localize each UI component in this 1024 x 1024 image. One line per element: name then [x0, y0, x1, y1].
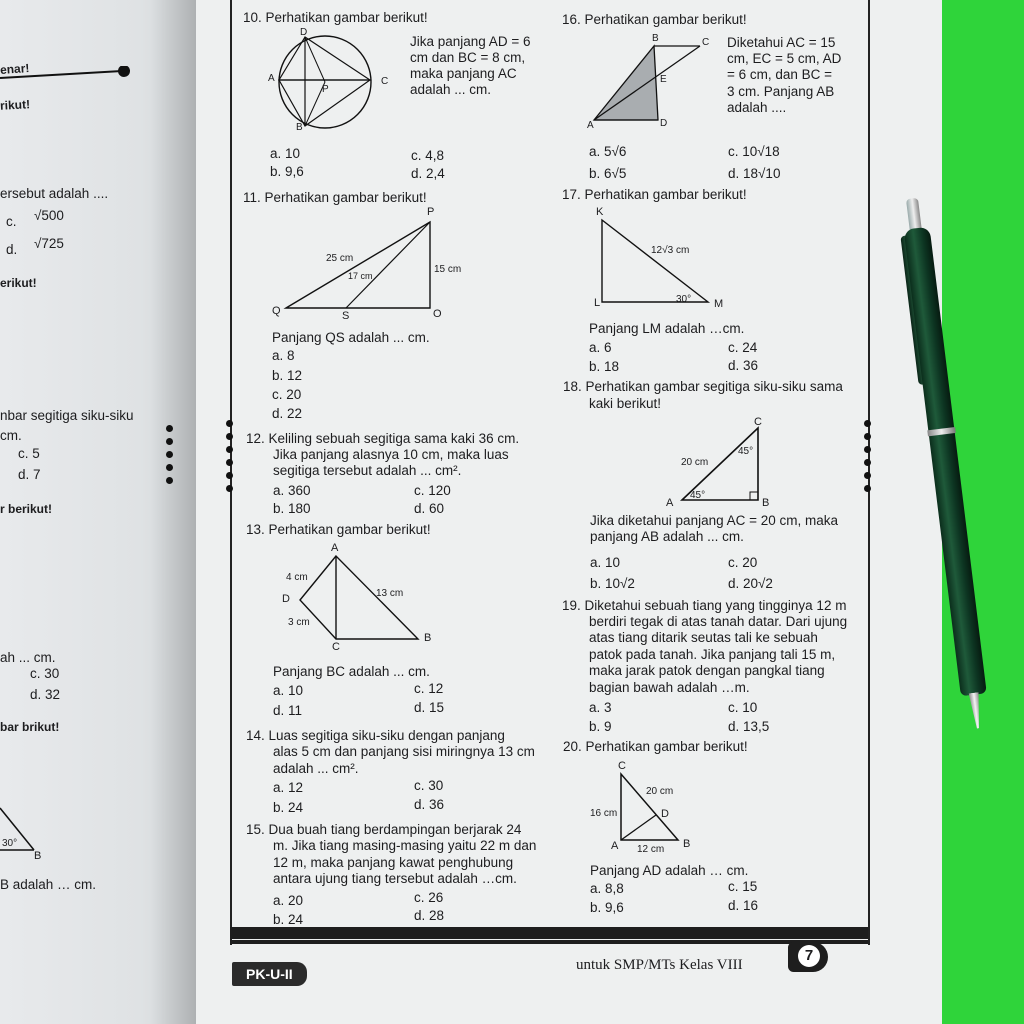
- left-text: bar brikut!: [0, 720, 60, 734]
- q15-option-a[interactable]: a. 20: [273, 893, 304, 908]
- margin-dots: [226, 420, 234, 498]
- q10-label: B: [296, 122, 303, 133]
- q17-label: 30°: [676, 294, 692, 305]
- q19-text: patok pada tanah. Jika panjang tali 15 m,: [589, 647, 836, 662]
- q18-text: 18. Perhatikan gambar segitiga siku-siku sama: [563, 379, 843, 394]
- q20-label: D: [661, 808, 669, 820]
- q16-option-a[interactable]: a. 5√6: [589, 144, 627, 159]
- q10-circle-figure: [268, 30, 398, 138]
- left-text: nbar segitiga siku-siku: [0, 408, 134, 423]
- page-number: 7: [798, 945, 820, 967]
- left-text: erikut!: [0, 276, 37, 290]
- q14-option-a[interactable]: a. 12: [273, 780, 304, 795]
- q11-option-c[interactable]: c. 20: [272, 387, 302, 402]
- q13-triangle-figure: [290, 550, 430, 650]
- q17-option-d[interactable]: d. 36: [728, 358, 759, 373]
- q12-text: Jika panjang alasnya 10 cm, maka luas: [273, 447, 509, 462]
- q15-text: antara ujung tiang tersebut adalah …cm.: [273, 871, 517, 886]
- q13-option-d[interactable]: d. 15: [414, 700, 445, 715]
- left-text: √725: [34, 236, 64, 251]
- left-text: cm.: [0, 428, 22, 443]
- q16-label: B: [652, 33, 659, 44]
- left-text: d. 32: [30, 687, 61, 702]
- q10-label: D: [300, 27, 308, 38]
- q11-option-d[interactable]: d. 22: [272, 406, 303, 421]
- left-text: √500: [34, 208, 64, 223]
- q12-text: 12. Keliling sebuah segitiga sama kaki 36 cm.: [246, 431, 520, 446]
- q11-option-a[interactable]: a. 8: [272, 348, 295, 363]
- q11-label: Q: [272, 305, 281, 317]
- q10-text: maka panjang AC: [410, 66, 517, 81]
- q12-text: segitiga tersebut adalah ... cm².: [273, 463, 462, 478]
- q10-text: adalah ... cm.: [410, 82, 492, 97]
- footer-code: PK-U-II: [232, 962, 307, 986]
- q20-title: 20. Perhatikan gambar berikut!: [563, 739, 748, 754]
- margin-dots: [864, 420, 872, 498]
- q20-label: B: [683, 838, 691, 850]
- q20-option-d[interactable]: d. 16: [728, 898, 759, 913]
- q19-text: 19. Diketahui sebuah tiang yang tingginya 12 m: [562, 598, 847, 613]
- q15-text: m. Jika tiang masing-masing yaitu 22 m dan: [273, 838, 537, 853]
- q11-label: O: [433, 308, 442, 320]
- q14-text: adalah ... cm².: [273, 761, 359, 776]
- q10-text: cm dan BC = 8 cm,: [410, 50, 526, 65]
- q15-option-c[interactable]: c. 26: [414, 890, 444, 905]
- q16-option-d[interactable]: d. 18√10: [728, 166, 781, 181]
- q20-label: 16 cm: [590, 808, 618, 819]
- left-text: B: [34, 850, 42, 862]
- left-text: ah ... cm.: [0, 650, 56, 665]
- q18-stem: panjang AB adalah ... cm.: [590, 529, 744, 544]
- q13-stem: Panjang BC adalah ... cm.: [273, 664, 430, 679]
- q10-option-a[interactable]: a. 10: [270, 146, 301, 161]
- q10-label: A: [268, 73, 275, 84]
- margin-dots: [166, 425, 174, 490]
- q20-option-a[interactable]: a. 8,8: [590, 881, 624, 896]
- q20-option-c[interactable]: c. 15: [728, 879, 758, 894]
- q11-title: 11. Perhatikan gambar berikut!: [243, 190, 427, 205]
- left-text: c. 5: [18, 446, 40, 461]
- q17-triangle-figure: [596, 216, 716, 308]
- q16-option-b[interactable]: b. 6√5: [589, 166, 627, 181]
- q17-title: 17. Perhatikan gambar berikut!: [562, 187, 747, 202]
- q14-option-d[interactable]: d. 36: [414, 797, 445, 812]
- q11-triangle-figure: [280, 216, 440, 316]
- q17-option-a[interactable]: a. 6: [589, 340, 612, 355]
- q12-option-b[interactable]: b. 180: [273, 501, 311, 516]
- q18-option-b[interactable]: b. 10√2: [590, 576, 635, 591]
- q17-stem: Panjang LM adalah …cm.: [589, 321, 745, 336]
- q10-option-d[interactable]: d. 2,4: [411, 166, 445, 181]
- q19-option-c[interactable]: c. 10: [728, 700, 758, 715]
- q18-stem: Jika diketahui panjang AC = 20 cm, maka: [590, 513, 839, 528]
- q20-label: 20 cm: [646, 786, 674, 797]
- q16-label: C: [702, 37, 710, 48]
- q10-text: Jika panjang AD = 6: [410, 34, 531, 49]
- book-gutter-shadow: [150, 0, 200, 1024]
- q14-text: 14. Luas segitiga siku-siku dengan panjang: [246, 728, 505, 743]
- q19-text: maka jarak patok dengan pangkal tiang: [589, 663, 825, 678]
- q11-label: S: [342, 310, 350, 322]
- q17-label: K: [596, 206, 604, 218]
- q17-label: M: [714, 298, 724, 310]
- q15-text: 15. Dua buah tiang berdampingan berjarak 24: [246, 822, 522, 837]
- q17-label: 12√3 cm: [651, 245, 690, 256]
- q13-title: 13. Perhatikan gambar berikut!: [246, 522, 431, 537]
- q20-label: A: [611, 840, 619, 852]
- q14-text: alas 5 cm dan panjang sisi miringnya 13 cm: [273, 744, 535, 759]
- q16-triangle-figure: [590, 40, 720, 130]
- q18-label: 45°: [738, 446, 754, 457]
- q16-text: 3 cm. Panjang AB: [727, 84, 835, 99]
- q16-label: D: [660, 118, 668, 129]
- q18-label: B: [762, 497, 770, 509]
- q19-option-b[interactable]: b. 9: [589, 719, 612, 734]
- q18-text: kaki berikut!: [589, 396, 662, 411]
- q13-label: B: [424, 632, 432, 644]
- q11-stem: Panjang QS adalah ... cm.: [272, 330, 430, 345]
- q15-option-d[interactable]: d. 28: [414, 908, 445, 923]
- q10-label: C: [381, 76, 389, 87]
- q20-stem: Panjang AD adalah … cm.: [590, 863, 749, 878]
- q13-option-c[interactable]: c. 12: [414, 681, 444, 696]
- q11-option-b[interactable]: b. 12: [272, 368, 303, 383]
- left-heading-rule: [0, 66, 135, 84]
- q20-label: C: [618, 760, 626, 772]
- q20-triangle-figure: [612, 770, 692, 846]
- q15-text: 12 m, maka panjang kawat penghubung: [273, 855, 514, 870]
- q13-label: A: [331, 542, 339, 554]
- q19-text: bagian bawah adalah …m.: [589, 680, 750, 695]
- q18-option-c[interactable]: c. 20: [728, 555, 758, 570]
- q18-option-d[interactable]: d. 20√2: [728, 576, 773, 591]
- q15-option-b[interactable]: b. 24: [273, 912, 304, 927]
- q11-label: 15 cm: [434, 264, 462, 275]
- left-text: d. 7: [18, 467, 41, 482]
- q13-option-a[interactable]: a. 10: [273, 683, 304, 698]
- q18-label: 45°: [690, 490, 706, 501]
- q17-option-b[interactable]: b. 18: [589, 359, 620, 374]
- left-text: r berikut!: [0, 502, 53, 516]
- q17-label: L: [594, 297, 601, 309]
- left-triangle-figure: [0, 800, 50, 860]
- left-text: c. 30: [30, 666, 60, 681]
- left-text: 30°: [2, 838, 18, 849]
- q16-text: Diketahui AC = 15: [727, 35, 836, 50]
- left-text: c.: [6, 214, 17, 229]
- q16-label: A: [587, 120, 594, 131]
- q16-text: adalah ....: [727, 100, 787, 115]
- q20-option-b[interactable]: b. 9,6: [590, 900, 624, 915]
- left-text: B adalah … cm.: [0, 877, 97, 892]
- q19-text: berdiri tegak di atas tanah datar. Dari ujung: [589, 614, 848, 629]
- q17-option-c[interactable]: c. 24: [728, 340, 758, 355]
- q16-text: cm, EC = 5 cm, AD: [727, 51, 842, 66]
- q18-label: A: [666, 497, 674, 509]
- q10-title: 10. Perhatikan gambar berikut!: [243, 10, 428, 25]
- q18-label: C: [754, 416, 762, 428]
- q10-option-c[interactable]: c. 4,8: [411, 148, 445, 163]
- q19-text: atas tiang ditarik seutas tali ke sebuah: [589, 630, 818, 645]
- q11-label: 25 cm: [326, 253, 354, 264]
- left-text: ersebut adalah ....: [0, 186, 109, 201]
- q20-label: 12 cm: [637, 844, 665, 855]
- footer-bar: [230, 927, 868, 939]
- q11-label: P: [427, 206, 435, 218]
- left-text: enar!: [0, 60, 30, 78]
- q13-option-b[interactable]: d. 11: [273, 703, 303, 718]
- q13-label: C: [332, 641, 340, 653]
- q10-option-b[interactable]: b. 9,6: [270, 164, 304, 179]
- q10-label: P: [322, 84, 329, 95]
- q16-label: E: [660, 74, 667, 85]
- footer-text: untuk SMP/MTs Kelas VIII: [576, 957, 743, 973]
- q18-label: 20 cm: [681, 457, 709, 468]
- q13-label: 13 cm: [376, 588, 404, 599]
- left-text: rikut!: [0, 97, 31, 113]
- q13-label: D: [282, 593, 290, 605]
- q13-label: 4 cm: [286, 572, 308, 583]
- q16-title: 16. Perhatikan gambar berikut!: [562, 12, 747, 27]
- q16-option-c[interactable]: c. 10√18: [728, 144, 780, 159]
- q19-option-a[interactable]: a. 3: [589, 700, 612, 715]
- q14-option-c[interactable]: c. 30: [414, 778, 444, 793]
- footer-bar: [230, 940, 868, 944]
- page-number-badge: [788, 942, 828, 972]
- q19-option-d[interactable]: d. 13,5: [728, 719, 770, 734]
- q12-option-c[interactable]: c. 120: [414, 483, 451, 498]
- q12-option-d[interactable]: d. 60: [414, 501, 445, 516]
- q16-text: = 6 cm, dan BC =: [727, 67, 833, 82]
- q11-label: 17 cm: [348, 271, 373, 281]
- q14-option-b[interactable]: b. 24: [273, 800, 304, 815]
- q18-option-a[interactable]: a. 10: [590, 555, 621, 570]
- q13-label: 3 cm: [288, 617, 310, 628]
- left-text: d.: [6, 242, 18, 257]
- q12-option-a[interactable]: a. 360: [273, 483, 311, 498]
